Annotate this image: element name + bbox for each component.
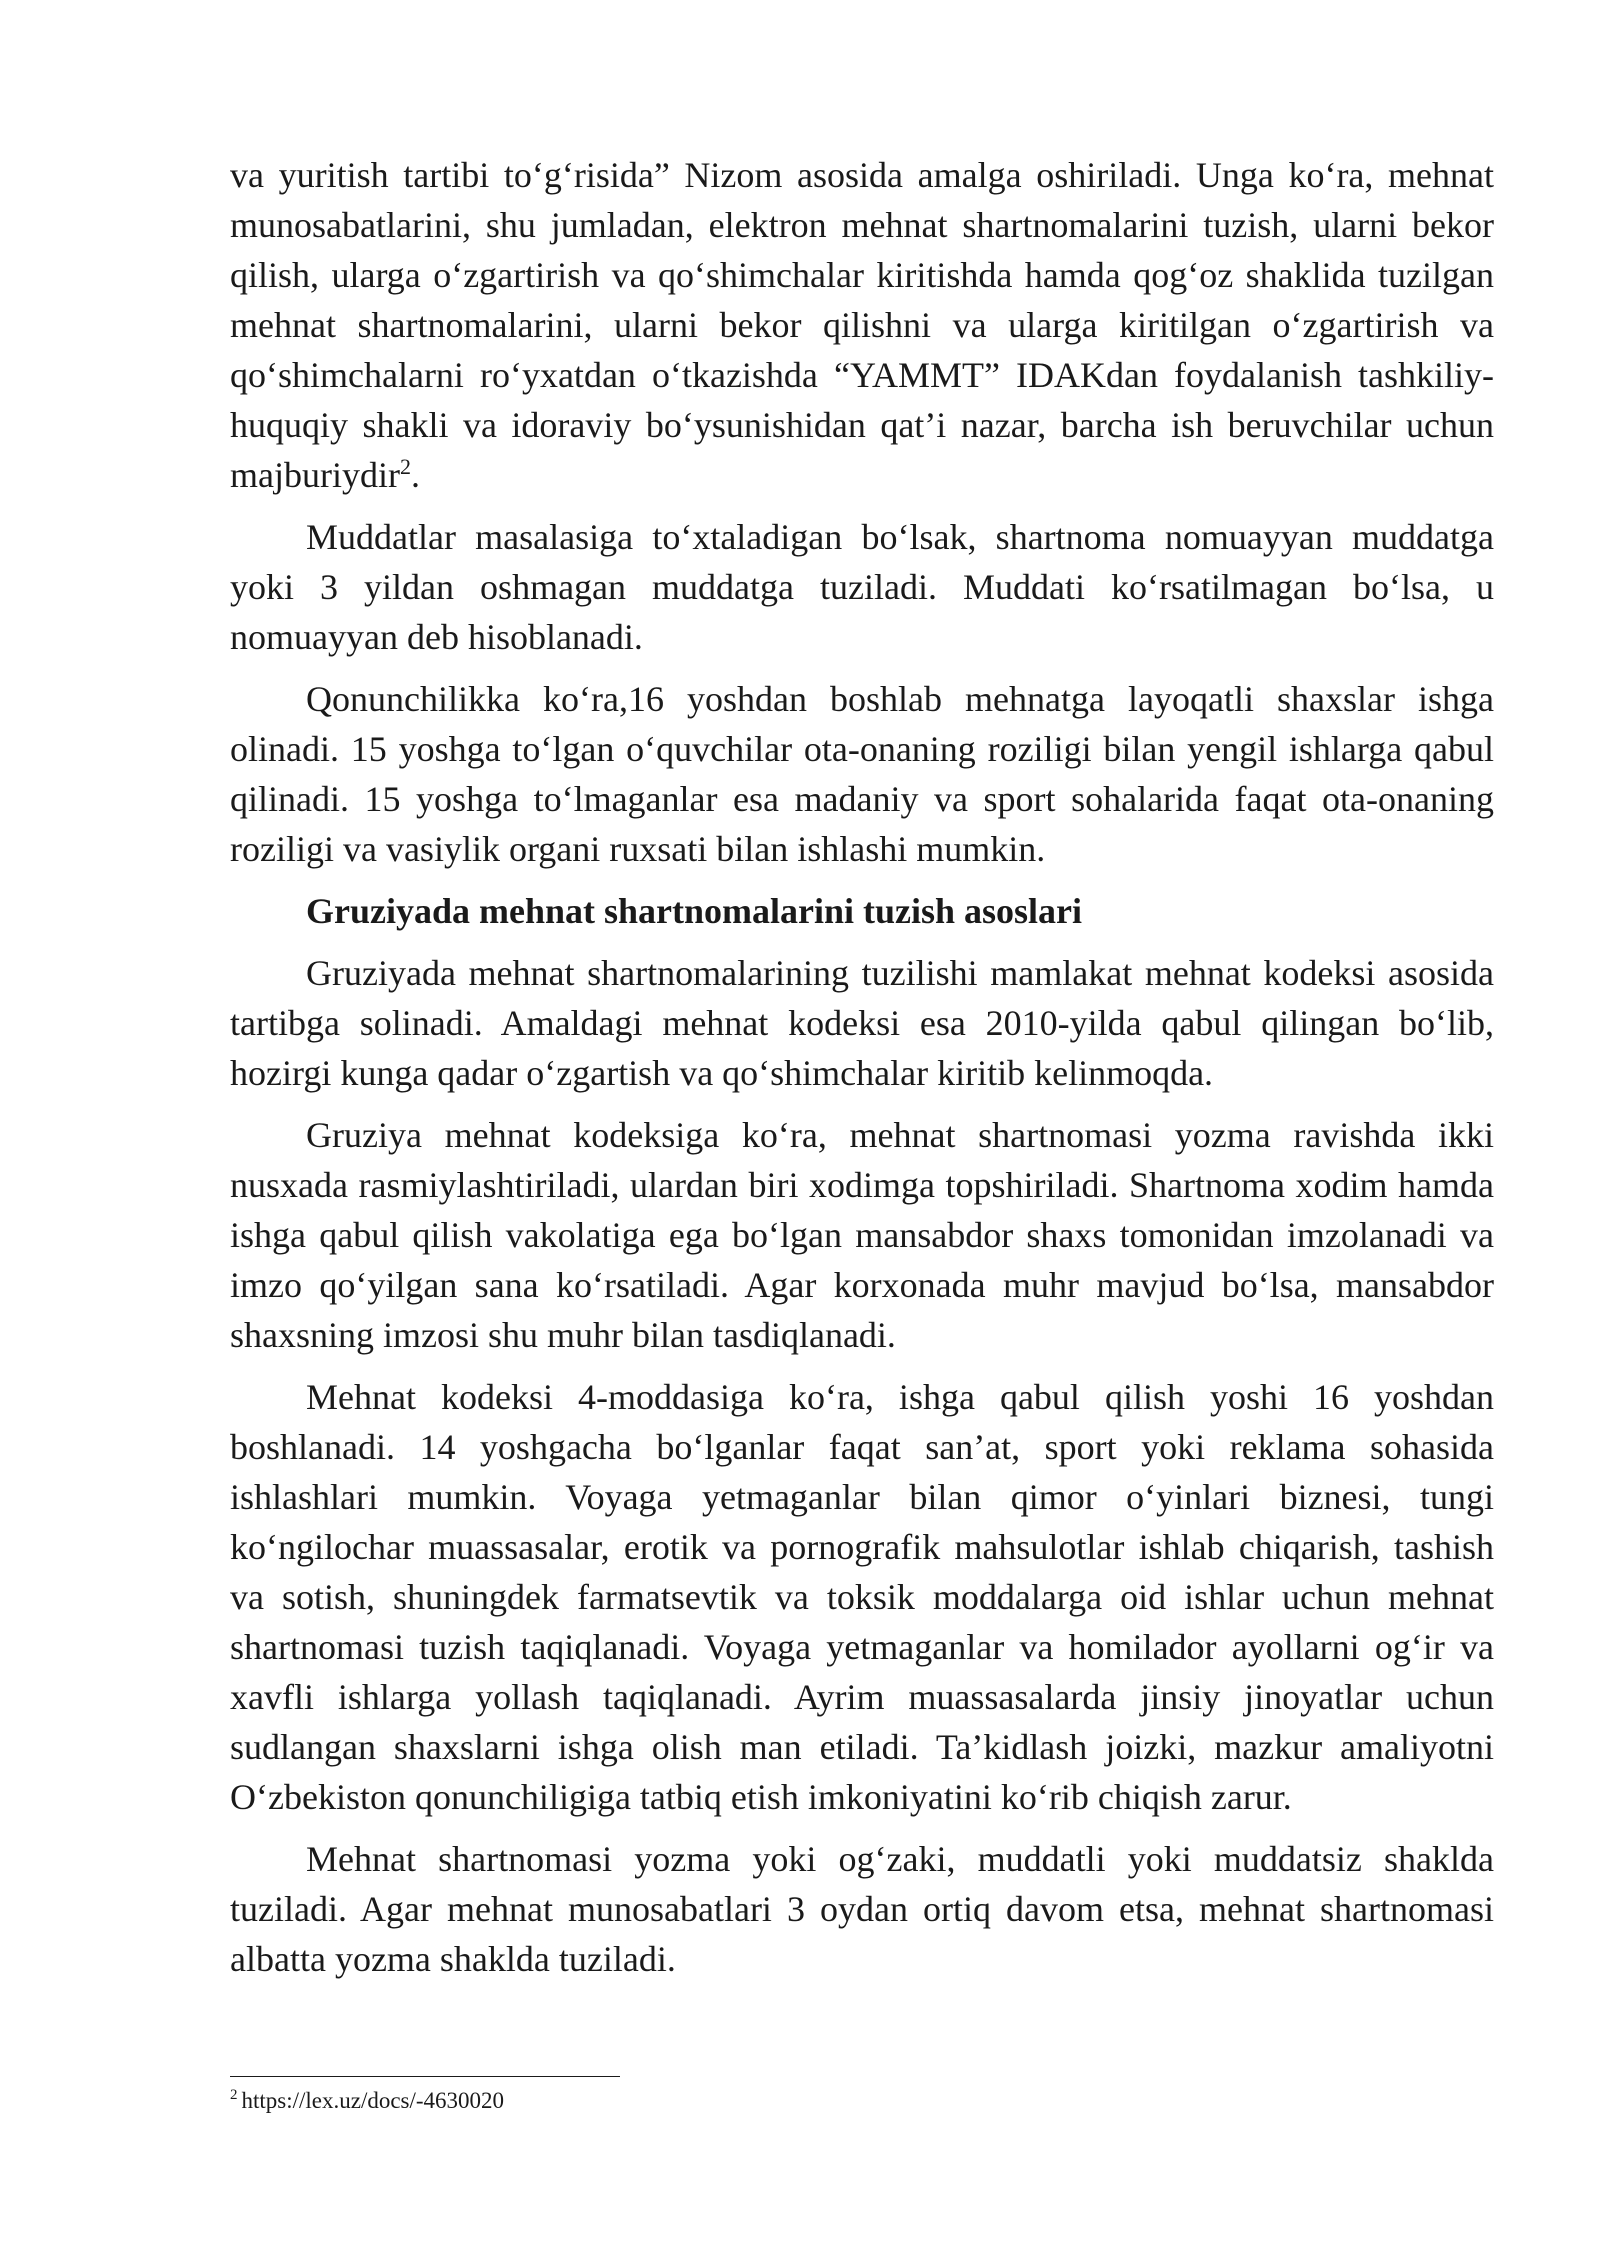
footnote-number: 2 xyxy=(230,2087,238,2104)
document-page xyxy=(230,150,1494,1996)
paragraph-muddatlar: Muddatlar masalasiga to‘xtaladigan bo‘lsak, shartnoma nomuayyan muddatga yoki 3 yildan oshmagan muddatga tuziladi. Muddati ko‘rsatilmagan bo‘lsa, u nomuayyan deb hisoblanadi. xyxy=(230,517,1494,657)
section-heading-gruziya: Gruziyada mehnat shartnomalarini tuzish asoslari xyxy=(306,891,1083,931)
paragraph-text: va yuritish tartibi to‘g‘risida” Nizom asosida amalga oshiriladi. Unga ko‘ra, mehnat munosabatlarini, shu jumladan, elektron mehnat shartnomalarini tuzish, ularni bekor qilish, ularga o‘zgartirish va qo‘shimchalar kiritishda hamda qog‘oz shaklida tuzilgan mehnat shartnomalarini, ularni bekor qilishni va ularga kiritilgan o‘zgartirish va qo‘shimchalarni ro‘yxatdan o‘tkazishda “YAMMT” IDAKdan foydalanish tashkiliy-huquqiy shakli va idoraviy bo‘ysunishidan qat’i nazar, barcha ish beruvchilar uchun majburiydir xyxy=(230,155,1494,495)
footnote-link[interactable]: https://lex.uz/docs/-4630020 xyxy=(241,2088,505,2113)
paragraph-gruziya-kodeks: Gruziyada mehnat shartnomalarining tuzilishi mamlakat mehnat kodeksi asosida tartibga solinadi. Amaldagi mehnat kodeksi esa 2010-yilda qabul qilingan bo‘lib, hozirgi kunga qadar o‘zgartish va qo‘shimchalar kiritib kelinmoqda. xyxy=(230,953,1494,1093)
footnote-separator xyxy=(230,2076,620,2077)
paragraph-yozma-ogzaki: Mehnat shartnomasi yozma yoki og‘zaki, muddatli yoki muddatsiz shaklda tuziladi. Agar mehnat munosabatlari 3 oydan ortiq davom etsa, mehnat shartnomasi albatta yozma shaklda tuziladi. xyxy=(230,1839,1494,1979)
paragraph-modda-4: Mehnat kodeksi 4-moddasiga ko‘ra, ishga qabul qilish yoshi 16 yoshdan boshlanadi. 14 yoshgacha bo‘lganlar faqat san’at, sport yoki reklama sohasida ishlashlari mumkin. Voyaga yetmaganlar bilan qimor o‘yinlari biznesi, tungi ko‘ngilochar muassasalar, erotik va pornografik mahsulotlar ishlab chiqarish, tashish va sotish, shuningdek farmatsevtik va toksik moddalarga oid ishlar uchun mehnat shartnomasi tuzish taqiqlanadi. Voyaga yetmaganlar va homilador ayollarni og‘ir va xavfli ishlarga yollash taqiqlanadi. Ayrim muassasalarda jinsiy jinoyatlar uchun sudlangan shaxslarni ishga olish man etiladi. Ta’kidlash joizki, mazkur amaliyotni O‘zbekiston qonunchiligiga tatbiq etish imkoniyatini ko‘rib chiqish zarur. xyxy=(230,1377,1494,1817)
paragraph-qonunchilik: Qonunchilikka ko‘ra,16 yoshdan boshlab mehnatga layoqatli shaxslar ishga olinadi. 15 yoshga to‘lgan o‘quvchilar ota-onaning roziligi bilan yengil ishlarga qabul qilinadi. 15 yoshga to‘lmaganlar esa madaniy va sport sohalarida faqat ota-onaning roziligi va vasiylik organi ruxsati bilan ishlashi mumkin. xyxy=(230,679,1494,869)
paragraph-nizom-continuation xyxy=(230,150,1494,500)
footnote-reference[interactable]: 2 xyxy=(399,454,411,479)
paragraph-gruziya-yozma: Gruziya mehnat kodeksiga ko‘ra, mehnat shartnomasi yozma ravishda ikki nusxada rasmiylashtiriladi, ulardan biri xodimga topshiriladi. Shartnoma xodim hamda ishga qabul qilish vakolatiga ega bo‘lgan mansabdor shaxs tomonidan imzolanadi va imzo qo‘yilgan sana ko‘rsatiladi. Agar korxonada muhr mavjud bo‘lsa, mansabdor shaxsning imzosi shu muhr bilan tasdiqlanadi. xyxy=(230,1115,1494,1355)
footnote xyxy=(230,2086,504,2116)
paragraph-tail: . xyxy=(410,455,420,495)
